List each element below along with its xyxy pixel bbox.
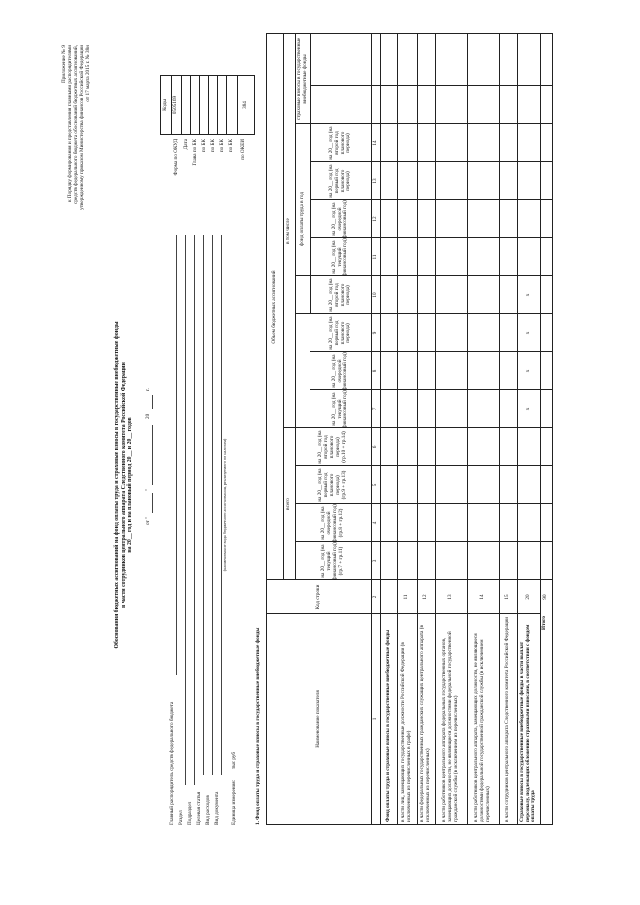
title-line3: на 20__ год и на плановый период 20__ и 20__ годов: [127, 417, 134, 553]
col-code-header: Код строки: [315, 584, 322, 610]
num-1: 1: [371, 717, 378, 721]
section-title: 1. Фонд оплаты труда и страховые взносы в государственные внебюджетные фонды: [255, 627, 261, 825]
h5-label: на 20__ год (на первый год планового периода): [317, 468, 341, 502]
bk-label-5: по БК: [228, 139, 234, 153]
row-name-6: Страховые взносы в государственные внебюджетные фонды в части выплат персоналу, подлежащих обложению страховыми взносами, в соответствии с фондом оплаты труда: [518, 624, 537, 822]
h6-label: на 20__ год (на второй год планового периода): [317, 430, 341, 464]
h4-formula: (гр.8 + гр.12): [337, 508, 344, 538]
h11: на 20__ год (на текущий финансовый год): [330, 238, 349, 276]
row-code-5: 15: [504, 594, 511, 600]
appendix-note: [62, 45, 92, 305]
podrazdel-label: Подраздел: [187, 801, 193, 825]
h3-label: на 20__ год (на текущий финансовый год): [320, 542, 338, 580]
h12: на 20__ год (на очередной финансовый год): [330, 200, 349, 238]
h8: на 20__ год (на очередной финансовый год): [330, 352, 349, 390]
okei-label: по ОКЕИ: [240, 139, 246, 160]
h9: на 20__ год (на первый год планового периода): [327, 316, 352, 350]
appendix-line5: от 17 марта 2015 г. № 38н: [84, 45, 91, 102]
x-mark-col8: x: [524, 369, 531, 373]
okei-value: 384: [241, 101, 248, 109]
h5: [295, 466, 371, 504]
cs-label: Целевая статья: [196, 791, 202, 825]
num-5: 5: [371, 483, 378, 487]
razdel-label: Раздел: [178, 810, 184, 825]
appendix-line1: Приложение № 9: [61, 45, 67, 83]
h13: на 20__ год (на первый год планового периода): [327, 164, 352, 198]
codes-header: Коды: [162, 99, 169, 111]
h4: [295, 504, 371, 542]
codes-box: [160, 75, 255, 135]
okud-value: 0505169: [172, 95, 179, 115]
row-code-2: 12: [422, 594, 429, 600]
header-fields: [170, 205, 250, 825]
row-code-1: 11: [403, 594, 410, 600]
total-label: Итого: [541, 616, 547, 630]
x-mark-col9: x: [524, 331, 531, 335]
title-line1: Обоснования бюджетных ассигнований на фонд оплаты труда и страховые взносы в государственные внебюджетные фонды: [114, 321, 120, 649]
ins-header: страховые взносы в государственные внебюджетные фонды: [295, 37, 308, 121]
row-name-1: в части лиц, замещающих государственные должности Российской Федерации (в исключенных из перечисленных в графе): [400, 642, 412, 822]
date-quote: ": [145, 488, 151, 491]
document-title: [114, 135, 134, 835]
main-table: [266, 33, 553, 825]
vr-label: Вид расходов: [205, 795, 211, 825]
num-3: 3: [371, 559, 378, 563]
num-10: 10: [371, 292, 378, 298]
appendix-line3: средств федерального бюджета обоснований бюджетных ассигнований,: [72, 45, 79, 204]
h3-formula: (гр.7 + гр.11): [337, 546, 344, 576]
bk-label-2: по БК: [201, 139, 207, 153]
header-subnote: (наименование вида бюджетного ассигнования, реализуемого по налогам): [222, 438, 227, 572]
num-13: 13: [371, 178, 378, 184]
h6: [295, 428, 371, 466]
grbs-label: Главный распорядитель средств федерального бюджета: [169, 701, 175, 825]
bk-label-1: Глава по БК: [192, 139, 198, 166]
appendix-line2: к Порядку формирования и представления главными распорядителями: [66, 45, 73, 202]
unit-value: тыс руб: [231, 751, 237, 769]
total-code: 90: [542, 594, 549, 600]
row-name-5: в части сотрудников центрального аппарата Следственного комитета Российской Федерации: [504, 616, 511, 822]
h7: на 20__ год (на текущий финансовый год): [330, 390, 349, 428]
num-9: 9: [371, 331, 378, 335]
bk-label-3: по БК: [210, 139, 216, 153]
date-line: [146, 265, 156, 525]
date-label: Дата: [183, 139, 189, 150]
row-code-0: [380, 580, 397, 614]
row-code-6: 20: [524, 594, 531, 600]
h4-label: на 20__ год (на очередной финансовый год): [320, 504, 338, 542]
h5-formula: (гр.9 + гр.13): [340, 470, 347, 500]
date-suffix: г.: [145, 388, 151, 391]
volume-header: Объем бюджетных ассигнований: [271, 270, 278, 344]
okud-label: Форма по ОКУД: [173, 139, 179, 176]
num-8: 8: [371, 369, 378, 373]
h3: [295, 542, 371, 580]
vd-label: Вид документа: [214, 791, 220, 825]
unit-label: Единица измерения:: [231, 779, 237, 825]
col-name-header: Наименование показателя: [315, 690, 322, 748]
h10: на 20__ год (на второй год планового периода): [327, 278, 352, 312]
num-6: 6: [371, 445, 378, 449]
bk-label-4: по БК: [219, 139, 225, 153]
appendix-line4: утвержденному приказом Министерства финансов Российской Федерации: [78, 45, 85, 210]
date-prefix: от ": [145, 516, 151, 525]
num-4: 4: [371, 521, 378, 525]
incl-header: в том числе: [285, 218, 292, 244]
row-code-3: 13: [447, 594, 454, 600]
x-mark-col7: x: [524, 407, 531, 411]
row-name-4: в части работников центрального аппарата, замещающих должности, не являющиеся должностями федеральной государственной гражданской службы (в исключением перечисленных): [473, 633, 491, 822]
x-mark-col10: x: [524, 293, 531, 297]
fot-header: фонд оплаты труда в год: [298, 191, 305, 247]
row-code-4: 14: [479, 594, 486, 600]
date-year: 20: [145, 413, 151, 419]
title-line2: в части сотрудников центрального аппарата Следственного комитета Российской Федерации: [120, 362, 127, 608]
row-name-0: Фонд оплаты труда и страховые взносы в государственные внебюджетные фонды: [384, 629, 391, 822]
h14: на 20__ год (на второй год планового периода): [327, 126, 352, 160]
num-14: 14: [371, 140, 378, 146]
num-2: 2: [371, 595, 378, 599]
num-12: 12: [371, 216, 378, 222]
h6-formula: (гр.10 + гр.14): [340, 431, 347, 463]
row-name-3: в части работников центрального аппарата федеральных государственных органов, замещающих должности, не являющиеся должностями федеральной государственной гражданской службы (в исключением из перечисленных): [441, 631, 459, 822]
vsego-header: всего: [285, 498, 292, 510]
num-11: 11: [371, 254, 378, 260]
row-name-2: в части федеральных государственных гражданских служащих центрального аппарата (в исключенных из перечисленных): [419, 625, 431, 822]
num-7: 7: [371, 407, 378, 411]
